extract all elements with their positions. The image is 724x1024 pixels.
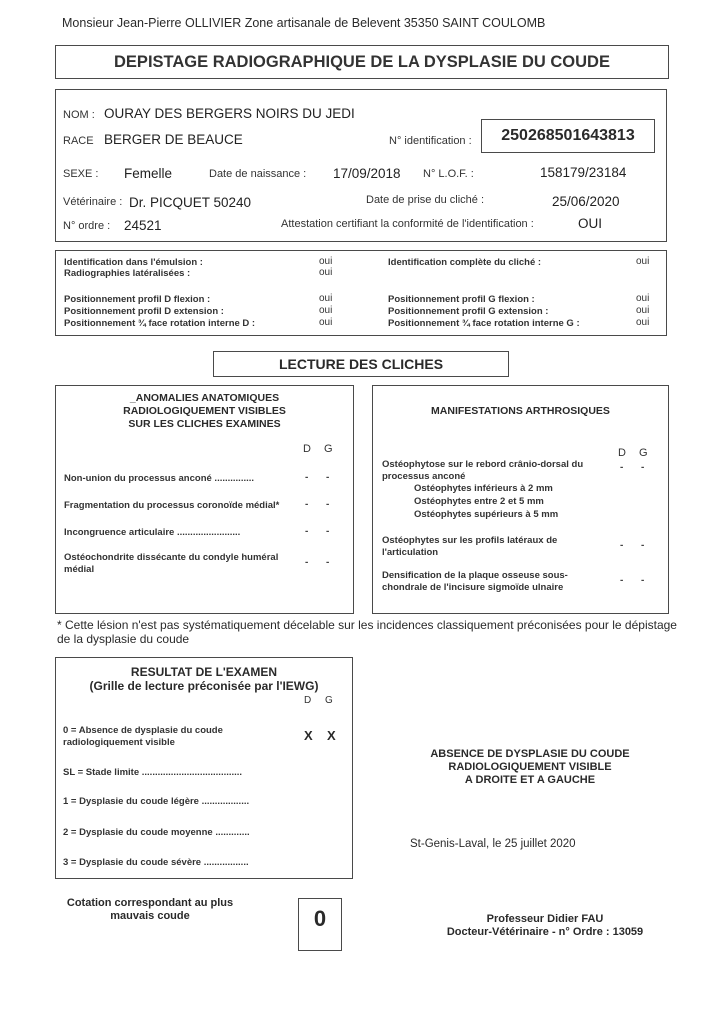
anomalies-section	[55, 385, 354, 614]
race-value: BERGER DE BEAUCE	[104, 132, 243, 147]
grade-label: 3 = Dysplasie du coude sévère .................	[63, 857, 249, 868]
anomaly-label: Fragmentation du processus coronoïde médial*	[64, 500, 280, 511]
anomaly-g: -	[326, 472, 330, 483]
result-section	[55, 657, 353, 879]
lof-label: N° L.O.F. :	[423, 168, 474, 180]
anomalies-title-line: SUR LES CLICHES EXAMINES	[128, 418, 281, 430]
anomaly-d: -	[305, 499, 309, 510]
check-value: oui	[636, 256, 650, 267]
grade-label: 1 = Dysplasie du coude légère ..................	[63, 796, 250, 807]
check-label: Positionnement ¾ face rotation interne D :	[64, 318, 256, 329]
cotation-label-line: Cotation correspondant au plus	[66, 897, 234, 909]
arthrosis-label: processus anconé	[382, 471, 466, 482]
arthrosis-label: Densification de la plaque osseuse sous-	[382, 570, 568, 581]
arthrosis-g: -	[641, 462, 645, 473]
osteophyte-sub: Ostéophytes entre 2 et 5 mm	[414, 496, 544, 507]
anomaly-d: -	[305, 526, 309, 537]
lof-value: 158179/23184	[540, 165, 627, 180]
grade-label: 0 = Absence de dysplasie du coude	[63, 725, 223, 736]
arthrosis-label: chondrale de l'incisure sigmoïde ulnaire	[382, 582, 564, 593]
check-label: Identification dans l'émulsion :	[64, 257, 203, 268]
anomaly-label: Non-union du processus anconé ...............	[64, 473, 255, 484]
check-value: oui	[319, 317, 333, 328]
arthrosis-title: MANIFESTATIONS ARTHROSIQUES	[431, 405, 610, 417]
check-value: oui	[319, 305, 333, 316]
dob-label: Date de naissance :	[209, 168, 307, 180]
cotation-label-line: mauvais coude	[110, 910, 190, 922]
grade-label: 2 = Dysplasie du coude moyenne .............	[63, 827, 250, 838]
col-g-header: G	[325, 695, 333, 706]
lecture-title: LECTURE DES CLICHES	[278, 356, 444, 372]
anomaly-g: -	[326, 499, 330, 510]
arthrosis-section	[372, 385, 669, 614]
check-label: Positionnement profil D flexion :	[64, 294, 211, 305]
nom-value: OURAY DES BERGERS NOIRS DU JEDI	[104, 106, 355, 121]
anomaly-g: -	[326, 557, 330, 568]
check-label: Positionnement ¾ face rotation interne G :	[388, 318, 580, 329]
attestation-label: Attestation certifiant la conformité de l'identification :	[281, 218, 534, 230]
id-number-box	[481, 119, 655, 153]
attestation-value: OUI	[578, 216, 603, 231]
title-box	[55, 45, 669, 79]
anomaly-label: Incongruence articulaire ........................	[64, 527, 241, 538]
grade-label: SL = Stade limite ......................................	[63, 767, 243, 778]
signer-name: Professeur Didier FAU	[486, 913, 604, 925]
arthrosis-g: -	[641, 575, 645, 586]
check-label: Identification complète du cliché :	[388, 257, 542, 268]
conclusion-line: A DROITE ET A GAUCHE	[464, 774, 596, 786]
cotation-box	[298, 898, 342, 951]
photo-date-label: Date de prise du cliché :	[366, 194, 485, 206]
arthrosis-d: -	[620, 540, 624, 551]
arthrosis-d: -	[620, 462, 624, 473]
check-label: Positionnement profil G flexion :	[388, 294, 535, 305]
anomaly-label: médial	[64, 564, 95, 575]
anomaly-label: Ostéochondrite dissécante du condyle huméral	[64, 552, 279, 563]
check-label: Positionnement profil G extension :	[388, 306, 549, 317]
lecture-header-box	[213, 351, 509, 377]
identity-section	[55, 89, 667, 242]
document-title: DEPISTAGE RADIOGRAPHIQUE DE LA DYSPLASIE DU COUDE	[114, 53, 610, 71]
ordre-value: 24521	[124, 218, 162, 233]
col-g-header: G	[639, 447, 648, 459]
nom-label: NOM :	[63, 109, 95, 121]
footnote: * Cette lésion n'est pas systématiquement décelable sur les incidences classiquement préconisées pour le dépistage de la dysplasie du coude	[57, 618, 677, 646]
check-label: Positionnement profil D extension :	[64, 306, 224, 317]
col-d-header: D	[304, 695, 312, 706]
place-date: St-Genis-Laval, le 25 juillet 2020	[410, 838, 576, 850]
check-value: oui	[636, 317, 650, 328]
col-d-header: D	[303, 443, 311, 455]
cotation-value: 0	[313, 906, 327, 931]
conclusion-line: ABSENCE DE DYSPLASIE DU COUDE	[430, 748, 630, 760]
osteophyte-sub: Ostéophytes supérieurs à 5 mm	[414, 509, 559, 520]
result-subtitle: (Grille de lecture préconisée par l'IEWG)	[89, 679, 319, 693]
check-label: Radiographies latéralisées :	[64, 268, 191, 279]
id-label: N° identification :	[389, 135, 472, 147]
check-value: oui	[319, 256, 333, 267]
vet-value: Dr. PICQUET 50240	[129, 195, 252, 210]
grade-label: radiologiquement visible	[63, 737, 175, 748]
arthrosis-label: Ostéophytes sur les profils latéraux de	[382, 535, 558, 546]
ordre-label: N° ordre :	[63, 220, 111, 232]
signer	[420, 913, 670, 939]
grade-d-mark: X	[304, 728, 313, 743]
anomalies-title-line: _ANOMALIES ANATOMIQUES	[129, 392, 280, 404]
arthrosis-d: -	[620, 575, 624, 586]
dob-value: 17/09/2018	[333, 166, 401, 181]
photo-date-value: 25/06/2020	[552, 194, 620, 209]
sexe-value: Femelle	[124, 166, 173, 181]
col-d-header: D	[618, 447, 626, 459]
arthrosis-label: Ostéophytose sur le rebord crânio-dorsal du	[382, 459, 584, 470]
checks-section	[55, 250, 667, 336]
arthrosis-g: -	[641, 540, 645, 551]
conclusion-line: RADIOLOGIQUEMENT VISIBLE	[448, 761, 612, 773]
osteophyte-sub: Ostéophytes inférieurs à 2 mm	[414, 483, 553, 494]
id-number: 250268501643813	[501, 127, 635, 144]
anomaly-g: -	[326, 526, 330, 537]
conclusion	[395, 748, 665, 787]
anomaly-d: -	[305, 472, 309, 483]
race-label: RACE	[63, 135, 94, 147]
check-value: oui	[319, 267, 333, 278]
col-g-header: G	[324, 443, 333, 455]
vet-label: Vétérinaire :	[63, 196, 123, 208]
check-value: oui	[636, 305, 650, 316]
grade-g-mark: X	[327, 728, 336, 743]
anomalies-title-line: RADIOLOGIQUEMENT VISIBLES	[123, 405, 286, 417]
anomaly-d: -	[305, 557, 309, 568]
result-title: RESULTAT DE L'EXAMEN	[130, 665, 278, 679]
arthrosis-label: l'articulation	[382, 547, 439, 558]
check-value: oui	[319, 293, 333, 304]
sexe-label: SEXE :	[63, 168, 99, 180]
owner-address: Monsieur Jean-Pierre OLLIVIER Zone artisanale de Belevent 35350 SAINT COULOMB	[62, 16, 546, 30]
signer-title: Docteur-Vétérinaire - n° Ordre : 13059	[446, 926, 644, 938]
cotation-label	[60, 897, 240, 923]
check-value: oui	[636, 293, 650, 304]
